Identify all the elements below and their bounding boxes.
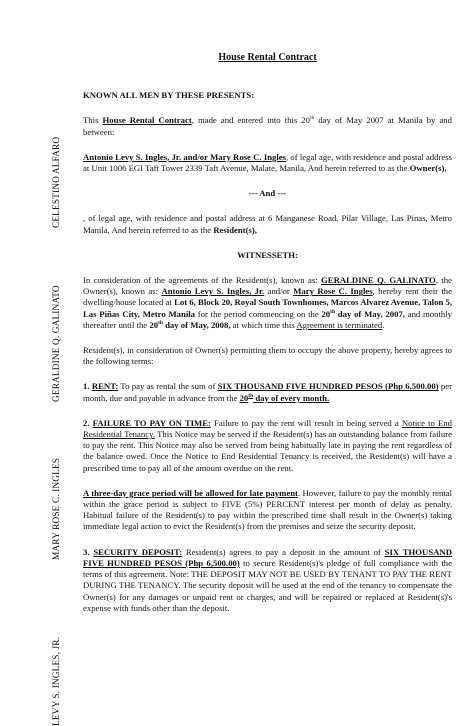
consideration-paragraph: In consideration of the agreements of the Resident(s), known as: GERALDINE Q. GALINATO, the Owner(s), known as: Antonio Levy S. Ingles, Jr. and/or Mary Rose C. Ingles, hereby rent their the dwelling/house located at Lot 6, Block 20, Royal South Townhomes, Marcos Alvarez Avenue, Talon 5, Las Piñas City, Metro Manila for the period commencing on the 20th day of May, 2007, and monthly thereafter until the 20th day of May, 2008, at which time this Agreement is terminated. <box>83 275 453 330</box>
margin-signatures <box>52 120 70 726</box>
margin-name-levy: LEVY S. INGLES, JR. <box>52 636 62 726</box>
contract-body <box>83 52 452 614</box>
resident-paragraph: , of legal age, with residence and postal address at 6 Manganese Road, Pilar Village, Las Pinas, Metro Manila, And herein referred to as the Resident(s), <box>83 213 452 235</box>
clause-rent: 1. RENT: To pay as rental the sum of SIX THOUSAND FIVE HUNDRED PESOS (Php 6,500.00) per month, due and payable in advance from the 20th day of every month. <box>83 381 453 403</box>
known-all-men-heading: KNOWN ALL MEN BY THESE PRESENTS: <box>83 90 255 101</box>
margin-name-galinato: GERALDINE Q. GALINATO <box>52 285 62 402</box>
margin-name-alfaro: CELESTINO ALFARO <box>52 136 62 228</box>
owner-paragraph: Antonio Levy S. Ingles, Jr. and/or Mary Rose C. Ingles, of legal age, with residence and postal address at Unit 1006 EGI Taft Tower 2339 Taft Avenue, Malate, Manila, And herein referred to as the Owner(s), <box>83 151 452 174</box>
grace-period-paragraph: A three-day grace period will be allowed for late payment. However, failure to pay the monthly rental within the grace period is subject to FIVE (5%) PERCENT interest per month of delay as penalty. Habitual failure of the Resident(s) to pay within the prescribed time shall result in the Owner(s) taking immediate legal action to evict the Resident(s) from the premises and seize the security deposit. <box>83 487 453 532</box>
clause-security-deposit: 3. SECURITY DEPOSIT: Resident(s) agrees to pay a deposit in the amount of SIX THOUSAND FIVE HUNDRED PESOS (Php 6,500.00) to secure Resident(s)'s pledge of full compliance with the terms of this agreement. Note: THE DEPOSIT MAY NOT BE USED BY TENANT TO PAY THE RENT DURING THE TENANCY. The security deposit will be used at the end of the tenancy to compensate the Owner(s) for any damages or unpaid rent or charges, and will be repaired or replaced at Resident(s)'s expense with funds other than the deposit. <box>83 546 452 613</box>
intro-paragraph: This House Rental Contract, made and entered into this 20th day of May 2007 at Manila by and between: <box>83 115 452 137</box>
clause-failure-to-pay: 2. FAILURE TO PAY ON TIME: Failure to pay the rent will result in being served a Notice to End Residential Tenancy. This Notice may be served if the Resident(s) has an outstanding balance from failure to pay the rent. This Notice may also be served from being habitually late in paying the rent regardless of the balance owed. Once the Notice to End Residential Tenancy is received, the Resident(s) will have a prescribed time to pay all of the amount overdue on the rent. <box>83 417 453 473</box>
margin-name-mary-rose: MARY ROSE C. INGLES <box>52 457 62 560</box>
witnesseth-heading: WITNESSETH: <box>237 249 298 260</box>
and-separator: --- And --- <box>248 188 287 199</box>
document-title: House Rental Contract <box>218 52 317 63</box>
resident-consideration-paragraph: Resident(s), in consideration of Owner(s) permitting them to occupy the above property, hereby agrees to the following terms: <box>83 345 452 367</box>
